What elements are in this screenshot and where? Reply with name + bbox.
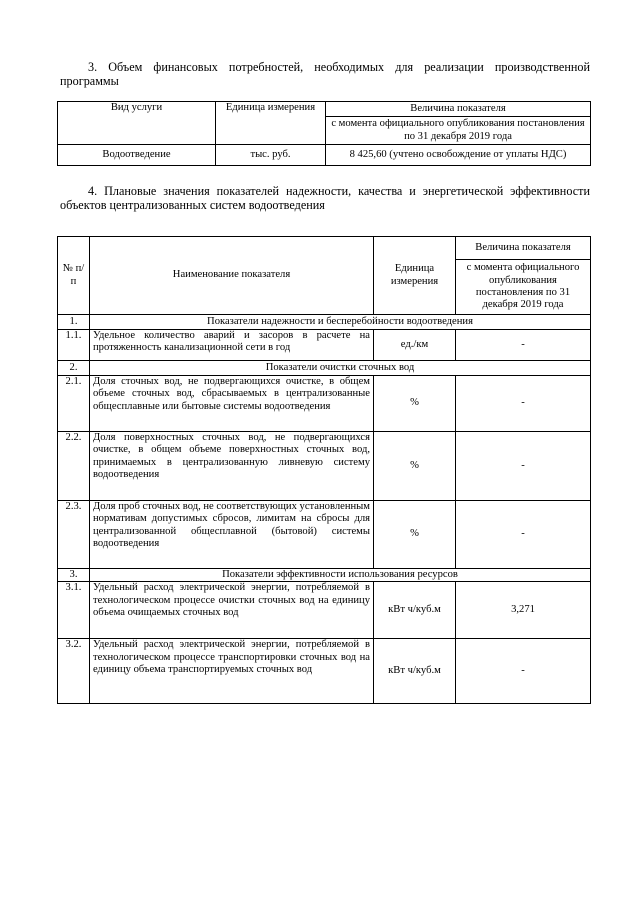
row-num: 1.1. [58, 330, 90, 361]
row-name: Доля сточных вод, не подвергающихся очистке, в общем объеме сточных вод, сбрасываемых в централизованные общесплавные или бытовые системы водоотведения [90, 376, 374, 432]
table-row [58, 639, 591, 704]
row-num: 2.2. [58, 432, 90, 501]
row-name: Доля проб сточных вод, не соответствующих установленным нормативам допустимых сбросов, лимитам на сбросы для централизованной общесплавной (бытовой) системы водоотведения [90, 501, 374, 569]
row-num: 3.2. [58, 639, 90, 704]
row-value: - [456, 639, 591, 704]
row-unit: кВт ч/куб.м [374, 639, 456, 704]
col-name-header: Наименование показателя [90, 237, 374, 315]
group-num: 2. [58, 361, 90, 376]
row-name: Удельный расход электрической энергии, потребляемой в технологическом процессе очистки сточных вод на единицу объема очищаемых сточных вод [90, 582, 374, 639]
row-name: Удельное количество аварий и засоров в расчете на протяженность канализационной сети в год [90, 330, 374, 361]
row-value: - [456, 432, 591, 501]
finance-value-cell: 8 425,60 (учтено освобождение от уплаты НДС) [326, 145, 591, 166]
row-unit: % [374, 501, 456, 569]
section4-heading: 4. Плановые значения показателей надежности, качества и энергетической эффективности объектов централизованных систем водоотведения [60, 184, 590, 212]
finance-col-service: Вид услуги [58, 102, 216, 145]
finance-service-cell: Водоотведение [58, 145, 216, 166]
group-title: Показатели эффективности использования ресурсов [90, 569, 591, 582]
finance-table [57, 101, 591, 166]
table-row [58, 432, 591, 501]
row-unit: ед./км [374, 330, 456, 361]
group-title: Показатели очистки сточных вод [90, 361, 591, 376]
row-num: 2.1. [58, 376, 90, 432]
table-row [58, 582, 591, 639]
finance-col-value: Величина показателя [326, 102, 591, 117]
group-row [58, 315, 591, 330]
finance-col-unit: Единица измерения [216, 102, 326, 145]
row-name: Удельный расход электрической энергии, потребляемой в технологическом процессе транспортировки сточных вод на единицу объема транспортируемых сточных вод [90, 639, 374, 704]
table-row [58, 145, 591, 166]
col-num-header: № п/п [58, 237, 90, 315]
group-num: 3. [58, 569, 90, 582]
finance-col-value-sub: с момента официального опубликования постановления по 31 декабря 2019 года [326, 117, 591, 145]
row-unit: кВт ч/куб.м [374, 582, 456, 639]
group-num: 1. [58, 315, 90, 330]
table-row [58, 330, 591, 361]
row-value: 3,271 [456, 582, 591, 639]
row-value: - [456, 376, 591, 432]
col-unit-header: Единица измерения [374, 237, 456, 315]
row-num: 3.1. [58, 582, 90, 639]
group-row [58, 361, 591, 376]
col-value-header: Величина показателя [456, 237, 591, 260]
table-row [58, 501, 591, 569]
row-value: - [456, 330, 591, 361]
col-value-sub-header: с момента официального опубликования постановления по 31 декабря 2019 года [456, 260, 591, 315]
section3-heading: 3. Объем финансовых потребностей, необходимых для реализации производственной программы [60, 60, 590, 88]
group-row [58, 569, 591, 582]
row-name: Доля поверхностных сточных вод, не подвергающихся очистке, в общем объеме поверхностных сточных вод, принимаемых в централизованную ливневую систему водоотведения [90, 432, 374, 501]
table-row [58, 376, 591, 432]
row-unit: % [374, 432, 456, 501]
row-unit: % [374, 376, 456, 432]
finance-unit-cell: тыс. руб. [216, 145, 326, 166]
row-value: - [456, 501, 591, 569]
indicators-table [57, 236, 591, 704]
group-title: Показатели надежности и бесперебойности водоотведения [90, 315, 591, 330]
row-num: 2.3. [58, 501, 90, 569]
